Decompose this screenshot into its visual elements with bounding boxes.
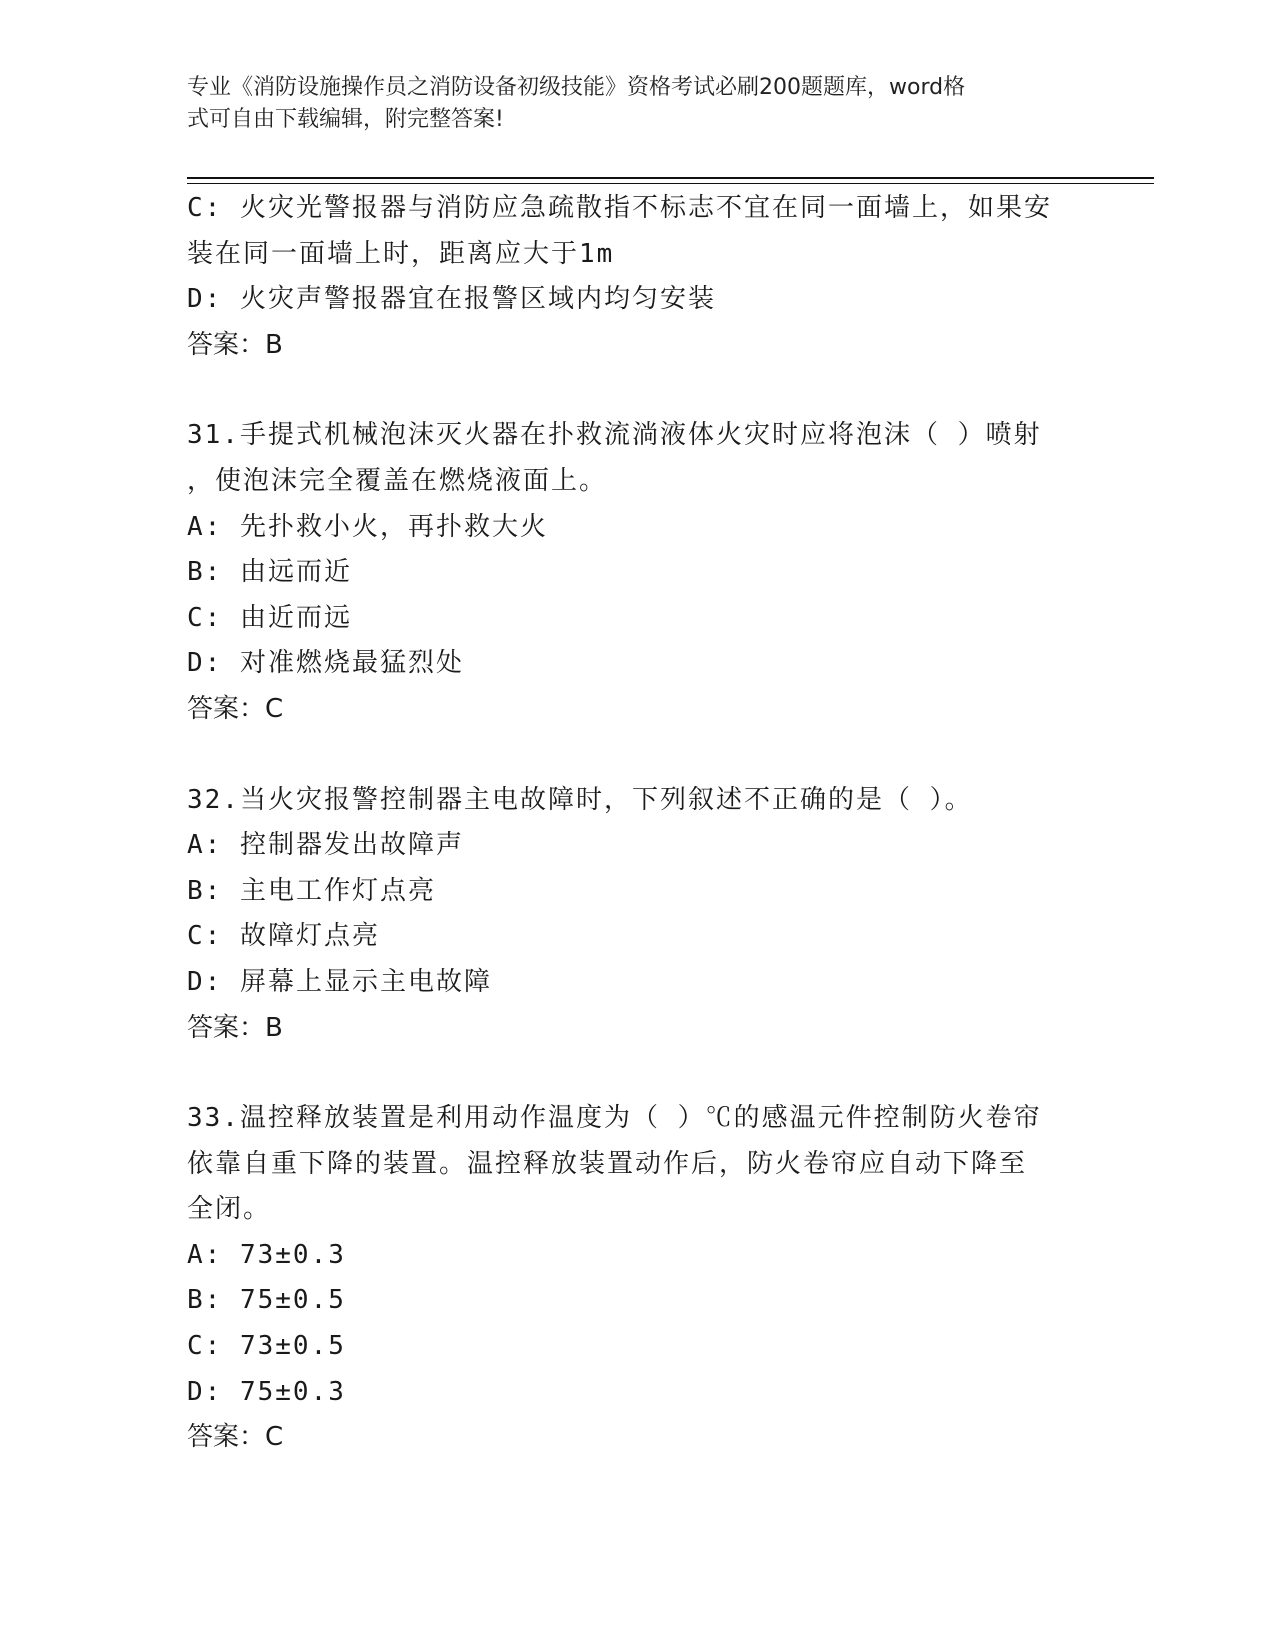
question-33 [187, 1096, 1087, 1461]
header-rule-thin [187, 183, 1154, 184]
spacer [187, 733, 1087, 778]
option-d: D: 火灾声警报器宜在报警区域内均匀安装 [187, 284, 716, 315]
question-list [187, 186, 1087, 1461]
question-33-option-c: C: 73±0.5 [187, 1331, 346, 1362]
question-31-stem-line-2: ，使泡沫完全覆盖在燃烧液面上。 [187, 465, 608, 496]
header-line-1: 专业《消防设施操作员之消防设备初级技能》资格考试必刷200题题库，word格 [187, 75, 966, 100]
question-31-option-a: A: 先扑救小火，再扑救大火 [187, 511, 548, 542]
answer-line: 答案：B [187, 329, 283, 360]
spacer [187, 1051, 1087, 1096]
question-33-stem-line-1: 33.温控释放装置是利用动作温度为（ ）℃的感温元件控制防火卷帘 [187, 1103, 1042, 1134]
option-c-line-2: 装在同一面墙上时，距离应大于1m [187, 238, 615, 269]
question-32-option-d: D: 屏幕上显示主电故障 [187, 966, 492, 997]
question-31-stem-line-1: 31.手提式机械泡沫灭火器在扑救流淌液体火灾时应将泡沫（ ）喷射 [187, 420, 1042, 451]
option-c-line-1: C: 火灾光警报器与消防应急疏散指不标志不宜在同一面墙上，如果安 [187, 193, 1052, 223]
question-32-option-b: B: 主电工作灯点亮 [187, 875, 436, 906]
question-31-answer: 答案：C [187, 693, 284, 724]
header-line-2: 式可自由下载编辑，附完整答案! [187, 107, 504, 132]
question-33-answer: 答案：C [187, 1422, 284, 1453]
question-31-option-c: C: 由近而远 [187, 602, 352, 633]
question-33-stem-line-2: 依靠自重下降的装置。温控释放装置动作后，防火卷帘应自动下降至 [187, 1148, 1028, 1179]
question-32-option-a: A: 控制器发出故障声 [187, 830, 464, 861]
question-33-option-a: A: 73±0.3 [187, 1239, 346, 1270]
question-block-prev [187, 186, 1087, 368]
question-33-option-b: B: 75±0.5 [187, 1285, 346, 1316]
question-32-answer: 答案：B [187, 1012, 283, 1043]
question-32-stem: 32.当火灾报警控制器主电故障时，下列叙述不正确的是（ ）。 [187, 784, 973, 815]
document-header [187, 72, 1067, 136]
question-32-option-c: C: 故障灯点亮 [187, 921, 380, 952]
question-31-option-d: D: 对准燃烧最猛烈处 [187, 648, 464, 679]
header-rule-thick [187, 177, 1154, 179]
question-31 [187, 413, 1087, 732]
spacer [187, 368, 1087, 413]
question-33-stem-line-3: 全闭。 [187, 1194, 272, 1225]
question-33-option-d: D: 75±0.3 [187, 1376, 346, 1407]
question-32 [187, 778, 1087, 1052]
question-31-option-b: B: 由远而近 [187, 557, 352, 588]
